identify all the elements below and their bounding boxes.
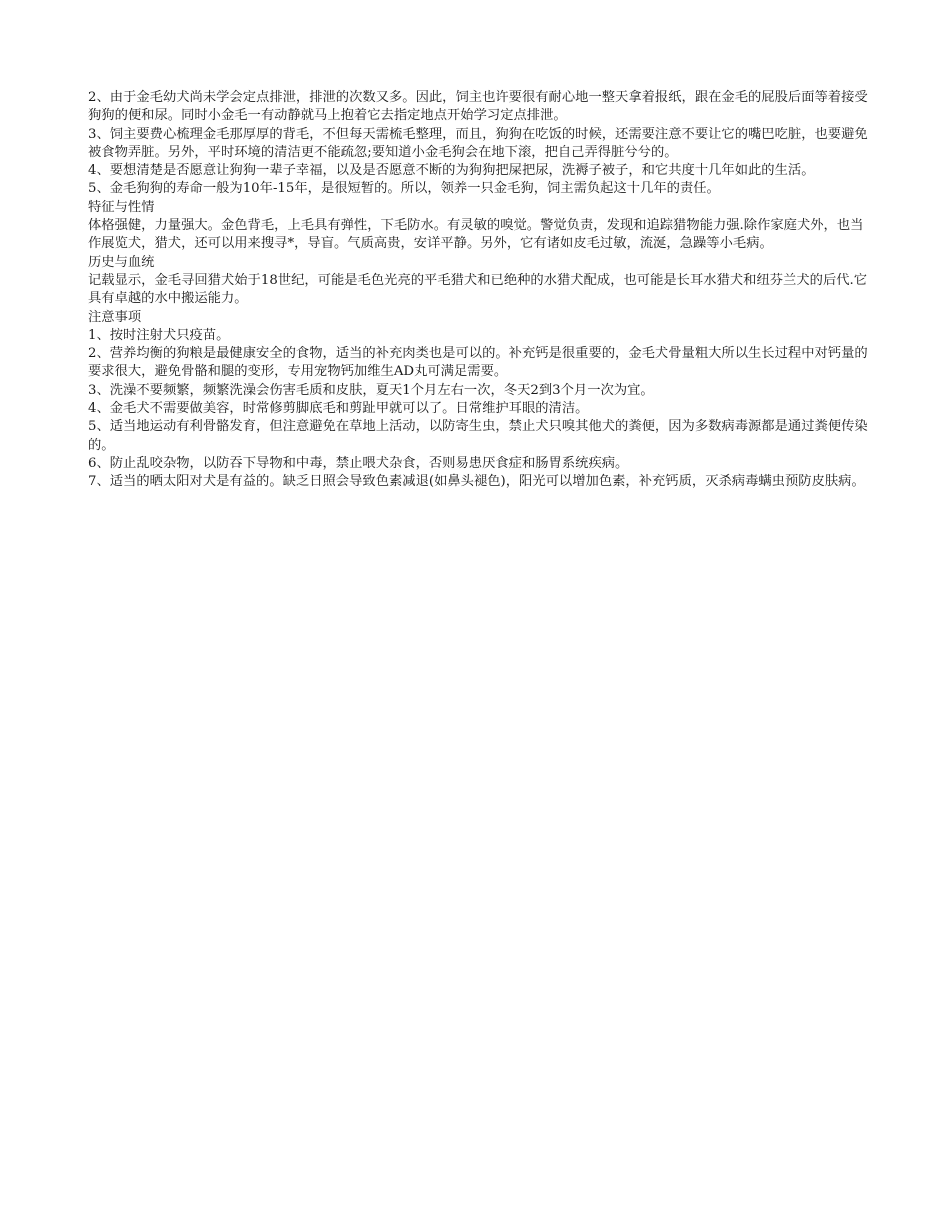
intro-paragraph-4: 4、要想清楚是否愿意让狗狗一辈子幸福，以及是否愿意不断的为狗狗把屎把尿，洗褥子被子，和它共度十几年如此的生活。 [88, 163, 815, 179]
traits-heading: 特征与性情 [88, 199, 155, 215]
notes-heading: 注意事项 [88, 309, 142, 325]
traits-body: 体格强健，力量强大。金色背毛，上毛具有弹性，下毛防水。有灵敏的嗅觉。警觉负责，发现和追踪猎物能力强.除作家庭犬外，也当作展览犬，猎犬，还可以用来搜寻*，导盲。气质高贵，安详平静。另外，它有诸如皮毛过敏，流涎，急躁等小毛病。 [88, 218, 864, 252]
intro-paragraph-3: 3、饲主要费心梳理金毛那厚厚的背毛，不但每天需梳毛整理，而且，狗狗在吃饭的时候，还需要注意不要让它的嘴巴吃脏，也要避免被食物弄脏。另外，平时环境的清洁更不能疏忽;要知道小金毛狗会在地下滚，把自己弄得脏兮兮的。 [88, 126, 868, 160]
notes-item-6: 6、防止乱咬杂物，以防吞下导物和中毒，禁止喂犬杂食，否则易患厌食症和肠胃系统疾病。 [88, 455, 629, 471]
notes-item-5: 5、适当地运动有利骨骼发育，但注意避免在草地上活动，以防寄生虫，禁止犬只嗅其他犬的粪便，因为多数病毒源都是通过粪便传染的。 [88, 419, 868, 453]
notes-item-4: 4、金毛犬不需要做美容，时常修剪脚底毛和剪趾甲就可以了。日常维护耳眼的清洁。 [88, 401, 589, 417]
intro-paragraph-5: 5、金毛狗狗的寿命一般为10年-15年，是很短暂的。所以，领养一只金毛狗，饲主需负起这十几年的责任。 [88, 181, 720, 197]
notes-item-3: 3、洗澡不要频繁，频繁洗澡会伤害毛质和皮肤，夏天1个月左右一次，冬天2到3个月一次为宜。 [88, 382, 654, 398]
notes-item-2: 2、营养均衡的狗粮是最健康安全的食物，适当的补充肉类也是可以的。补充钙是很重要的，金毛犬骨量粗大所以生长过程中对钙量的要求很大，避免骨骼和腿的变形，专用宠物钙加维生AD丸可满足需要。 [88, 346, 868, 380]
history-body: 记载显示，金毛寻回猎犬始于18世纪，可能是毛色光亮的平毛猎犬和已绝种的水猎犬配成，也可能是长耳水猎犬和纽芬兰犬的后代.它具有卓越的水中搬运能力。 [88, 272, 868, 307]
document-page [88, 89, 868, 492]
notes-item-7: 7、适当的晒太阳对犬是有益的。缺乏日照会导致色素减退(如鼻头褪色)，阳光可以增加色素，补充钙质，灭杀病毒螨虫预防皮肤病。 [88, 474, 865, 490]
notes-item-1: 1、按时注射犬只疫苗。 [88, 327, 230, 343]
history-heading: 历史与血统 [88, 254, 155, 270]
intro-paragraph-2: 2、由于金毛幼犬尚未学会定点排泄，排泄的次数又多。因此，饲主也许要很有耐心地一整天拿着报纸，跟在金毛的屁股后面等着接受狗狗的便和尿。同时小金毛一有动静就马上抱着它去指定地点开始学习定点排泄。 [88, 90, 868, 124]
